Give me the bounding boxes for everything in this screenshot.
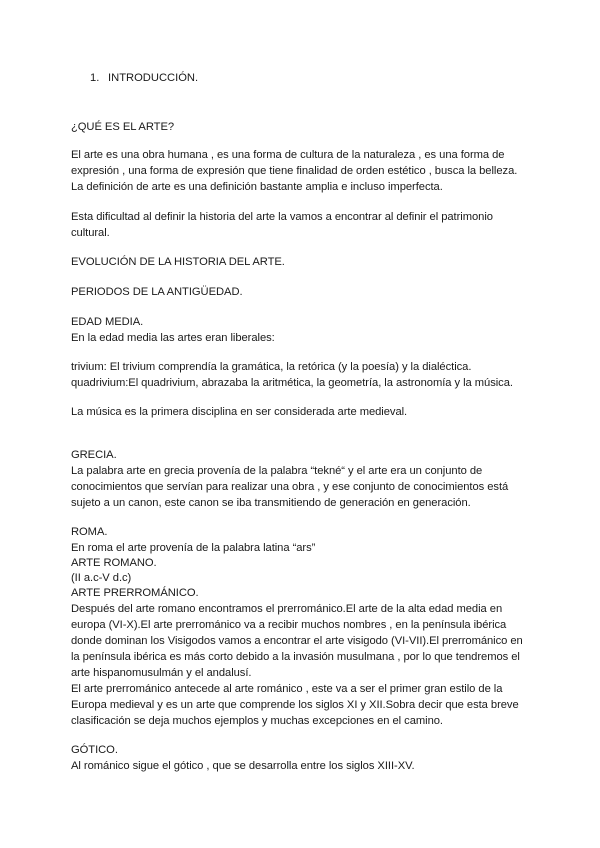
date-range: (II a.c-V d.c) bbox=[71, 572, 132, 584]
paragraph-line: La palabra arte en grecia provenía de la palabra “tekné“ y el arte era un conjunto de bbox=[71, 465, 483, 477]
paragraph-line: la península ibérica es más corto debido a la invasión musulmana , por lo que tendremos el bbox=[71, 651, 520, 663]
paragraph-line: Después del arte romano encontramos el prerrománico.El arte de la alta edad media en bbox=[71, 603, 503, 615]
trivium-line: trivium: El trivium comprendía la gramática, la retórica (y la poesía) y la dialéctica. bbox=[71, 361, 472, 373]
paragraph-line: El arte es una obra humana , es una forma de cultura de la naturaleza , es una forma de bbox=[71, 149, 505, 161]
section-heading-evolucion: EVOLUCIÓN DE LA HISTORIA DEL ARTE. bbox=[71, 256, 285, 268]
paragraph-line: conocimientos que servían para realizar una obra , y ese conjunto de conocimientos está bbox=[71, 481, 509, 493]
section-heading-periodos: PERIODOS DE LA ANTIGÜEDAD. bbox=[71, 286, 243, 298]
quadrivium-line: quadrivium:El quadrivium, abrazaba la aritmética, la geometría, la astronomía y la música. bbox=[71, 377, 513, 389]
paragraph-line: sujeto a un canon, este canon se iba transmitiendo de generación en generación. bbox=[71, 497, 471, 509]
paragraph-line: El arte prerrománico antecede al arte románico , este va a ser el primer gran estilo de la bbox=[71, 683, 503, 695]
paragraph-line: europa (VI-X).El arte prerrománico va a recibir muchos nombres , en la península ibérica bbox=[71, 619, 507, 631]
section-heading-que-es-el-arte: ¿QUÉ ES EL ARTE? bbox=[71, 121, 175, 133]
paragraph-line: donde dominan los Visigodos vamos a encontrar el arte visigodo (VI-VII).El prerrománico en bbox=[71, 635, 523, 647]
section-heading-grecia: GRECIA. bbox=[71, 449, 117, 461]
paragraph-line: Al románico sigue el gótico , que se desarrolla entre los siglos XIII-XV. bbox=[71, 760, 415, 772]
heading-number: 1. bbox=[90, 72, 100, 84]
intro-heading bbox=[90, 72, 198, 84]
section-heading-arte-romano: ARTE ROMANO. bbox=[71, 557, 157, 569]
paragraph-line: Europa medieval y es un arte que comprende los siglos XI y XII.Sobra decir que esta breve bbox=[71, 699, 519, 711]
paragraph-line: expresión , una forma de expresión que tiene finalidad de orden estético , busca la belleza. bbox=[71, 165, 518, 177]
paragraph-line: La música es la primera disciplina en ser considerada arte medieval. bbox=[71, 406, 408, 418]
paragraph-line: cultural. bbox=[71, 227, 110, 239]
section-heading-prerromanico: ARTE PRERROMÁNICO. bbox=[71, 587, 199, 599]
paragraph-line: En la edad media las artes eran liberales: bbox=[71, 332, 275, 344]
section-heading-roma: ROMA. bbox=[71, 526, 108, 538]
paragraph-line: arte hispanomusulmán y el andalusí. bbox=[71, 667, 252, 679]
paragraph-line: En roma el arte provenía de la palabra latina “ars” bbox=[71, 542, 316, 554]
section-heading-gotico: GÓTICO. bbox=[71, 744, 118, 756]
paragraph-line: La definición de arte es una definición bastante amplia e incluso imperfecta. bbox=[71, 181, 443, 193]
heading-text: INTRODUCCIÓN. bbox=[108, 72, 199, 84]
section-heading-edad-media: EDAD MEDIA. bbox=[71, 316, 144, 328]
paragraph-line: clasificación se deja muchos ejemplos y muchas excepciones en el camino. bbox=[71, 715, 443, 727]
paragraph-line: Esta dificultad al definir la historia del arte la vamos a encontrar al definir el patrimonio bbox=[71, 211, 493, 223]
